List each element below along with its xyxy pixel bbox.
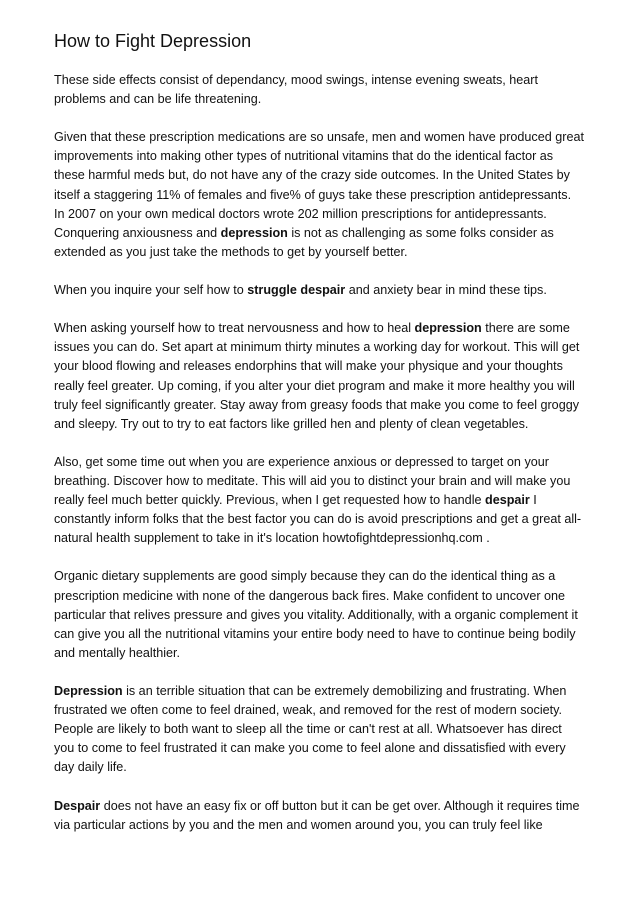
- text-run: Also, get some time out when you are experience anxious or depressed to target on your breathing. Discover how to meditate. This will aid you to distinct your brain and will make you really feel much better quickly. Previous, when I get requested how to handle: [54, 454, 571, 508]
- document-body: [54, 71, 584, 835]
- text-run: does not have an easy fix or off button but it can be get over. Although it requires time via particular actions by you and the men and women around you, you can truly feel like: [54, 798, 580, 832]
- paragraph: [54, 797, 584, 835]
- text-run: I constantly inform folks that the best factor you can do is avoid prescriptions and get a great all-natural health supplement to take in it's location howtofightdepressionhq.com .: [54, 493, 582, 546]
- bold-keyword: despair: [485, 493, 530, 508]
- text-run: is an terrible situation that can be extremely demobilizing and frustrating. When frustrated we often come to feel drained, weak, and removed for the rest of modern society. People are likely to both want to sleep all the time or can't rest at all. Whatsoever has direct you to come to feel frustrated it can make you come to feel alone and dissatisfied with every day daily life.: [54, 684, 567, 775]
- bold-keyword: struggle despair: [247, 283, 346, 298]
- paragraph: [54, 71, 584, 109]
- bold-keyword: depression: [414, 321, 482, 336]
- document-title: How to Fight Depression: [54, 31, 252, 51]
- text-run: These side effects consist of dependancy, mood swings, intense evening sweats, heart problems and can be life threatening.: [54, 73, 538, 107]
- text-run: is not as challenging as some folks consider as extended as you just take the methods to get by yourself better.: [54, 225, 554, 259]
- text-run: there are some issues you can do. Set apart at minimum thirty minutes a working day for workout. This will get your blood flowing and releases endorphins that will make your physique and your thoughts really feel greater. Up coming, if you alter your diet program and make it more healthy you will truly feel significantly greater. Stay away from greasy foods that make you come to feel groggy and sleepy. Try out to try to eat factors like grilled hen and plenty of clean vegetables.: [54, 321, 580, 431]
- bold-keyword: Despair: [54, 798, 101, 813]
- paragraph: [54, 567, 584, 662]
- document-page: [54, 30, 584, 854]
- text-run: Given that these prescription medications are so unsafe, men and women have produced great improvements into making other types of nutritional vitamins that do the identical factor as these harmful meds but, do not have any of the crazy side outcomes. In the United States by itself a staggering 11% of females and five% of guys take these prescription antidepressants. In 2007 on your own medical doctors wrote 202 million prescriptions for antidepressants. Conquering anxiousness and: [54, 130, 584, 240]
- text-run: and anxiety bear in mind these tips.: [345, 283, 547, 298]
- paragraph: [54, 281, 584, 300]
- paragraph: [54, 453, 584, 548]
- paragraph: [54, 319, 584, 434]
- paragraph: [54, 682, 584, 777]
- bold-keyword: depression: [220, 225, 288, 240]
- text-run: Organic dietary supplements are good simply because they can do the identical thing as a prescription medicine with none of the dangerous back fires. Make confident to uncover one particular that relives pressure and gives you vitality. Additionally, with a organic complement it can give you all the nutritional vitamins your entire body need to have to continue being bodily and mentally healthier.: [54, 569, 578, 660]
- text-run: When you inquire your self how to: [54, 283, 248, 298]
- paragraph: [54, 128, 584, 262]
- bold-keyword: Depression: [54, 684, 123, 698]
- text-run: When asking yourself how to treat nervousness and how to heal: [54, 321, 415, 336]
